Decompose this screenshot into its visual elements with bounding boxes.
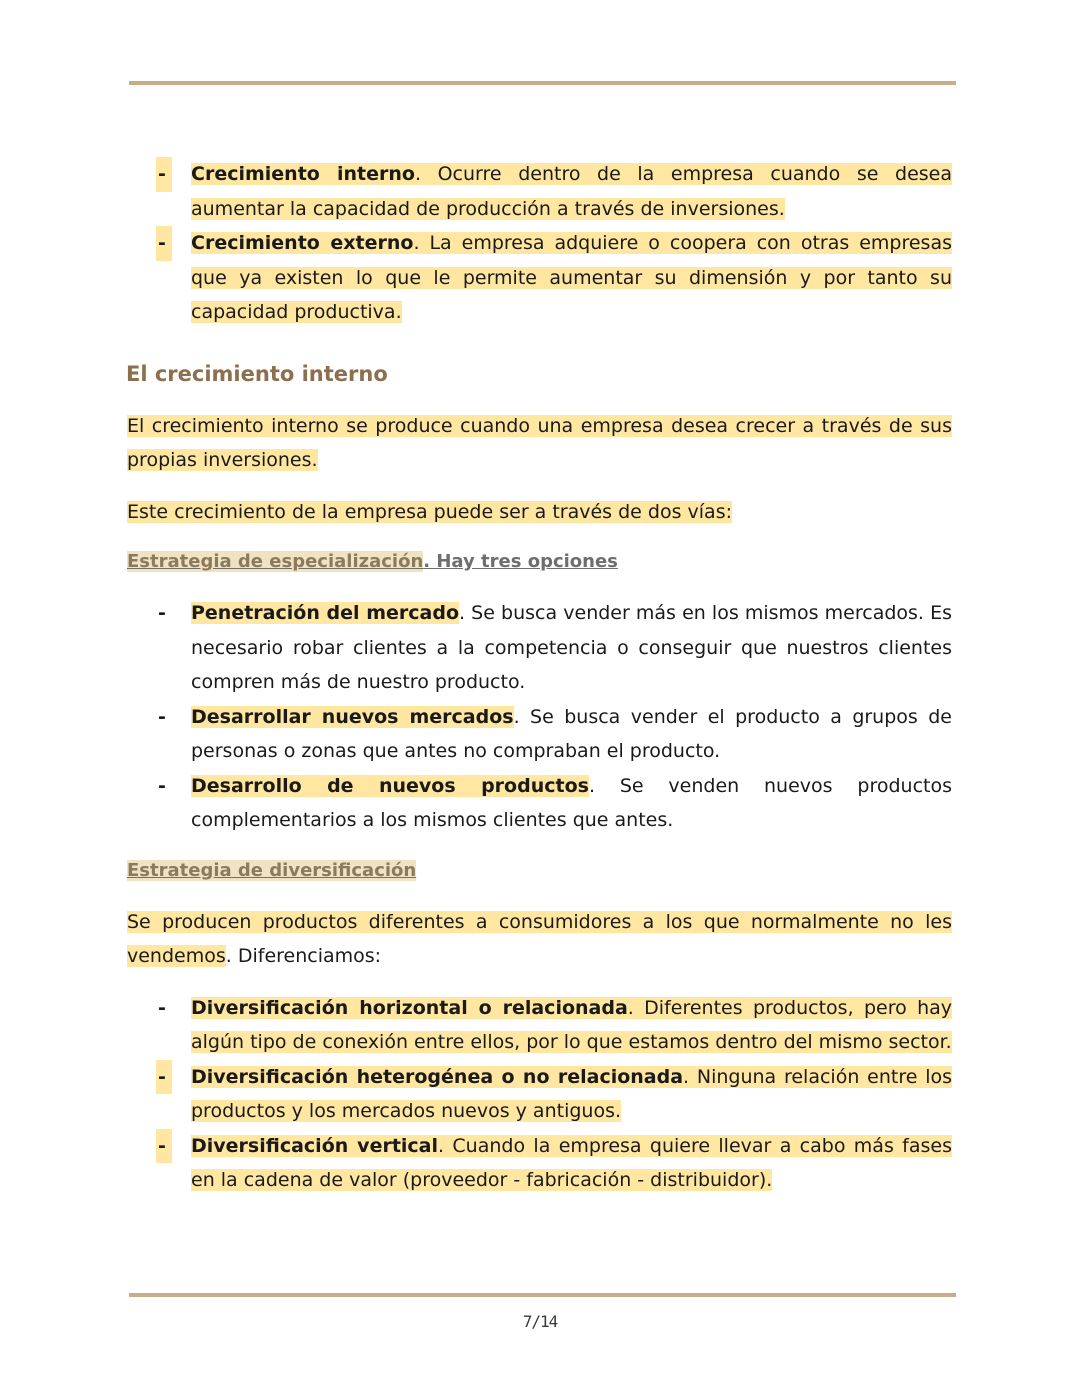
paragraph: El crecimiento interno se produce cuando una empresa desea crecer a través de sus propias inversiones.	[127, 414, 952, 471]
subheading-diversification: Estrategia de diversificación	[127, 859, 417, 881]
bullet-dash: -	[156, 157, 172, 192]
list-item	[127, 700, 952, 769]
list-item	[127, 157, 952, 226]
list-item	[127, 226, 952, 330]
page-number: 7/14	[522, 1312, 558, 1331]
list-item-term: Desarrollo de nuevos productos	[191, 774, 589, 797]
diversification-list	[127, 991, 952, 1198]
list-item-term: Diversificación horizontal o relacionada	[191, 996, 628, 1019]
specialization-list	[127, 596, 952, 838]
list-item	[127, 1129, 952, 1198]
list-item-term: Penetración del mercado	[191, 602, 460, 624]
list-item-term: Desarrollar nuevos mercados	[191, 705, 514, 728]
bullet-dash: -	[158, 774, 166, 797]
list-item-text: . Ninguna relación entre los productos y los mercados nuevos y antiguos.	[191, 1065, 952, 1122]
bullet-dash: -	[156, 1129, 172, 1164]
footer-rule	[129, 1293, 956, 1297]
paragraph: Este crecimiento de la empresa puede ser a través de dos vías:	[127, 500, 733, 523]
list-item-term: Crecimiento interno	[191, 163, 415, 185]
list-item-text: . Se busca vender más en los mismos mercados. Es necesario robar clientes a la competencia o conseguir que nuestros clientes compren más de nuestro producto.	[191, 602, 952, 693]
list-item	[127, 1060, 952, 1129]
section-title: El crecimiento interno	[126, 361, 388, 386]
list-item-text: . La empresa adquiere o coopera con otras empresas que ya existen lo que le permite aumentar su dimensión y por tanto su capacidad productiva.	[191, 232, 952, 323]
list-item-term: Diversificación vertical	[191, 1134, 439, 1157]
bullet-dash: -	[156, 1060, 172, 1095]
list-item-text: . Diferentes productos, pero hay algún tipo de conexión entre ellos, por lo que estamos dentro del mismo sector.	[191, 996, 952, 1053]
list-item	[127, 596, 952, 700]
list-item	[127, 769, 952, 838]
header-rule	[129, 81, 956, 85]
list-item-term: Diversificación heterogénea o no relacionada	[191, 1065, 684, 1088]
page-content	[127, 157, 952, 1198]
list-item	[127, 991, 952, 1060]
list-item-text: . Cuando la empresa quiere llevar a cabo más fases en la cadena de valor (proveedor - fabricación - distribuidor).	[191, 1134, 952, 1191]
paragraph: Se producen productos diferentes a consumidores a los que normalmente no les vendemos. Diferenciamos:	[127, 910, 952, 967]
bullet-dash: -	[158, 705, 166, 728]
list-item-term: Crecimiento externo	[191, 232, 414, 254]
growth-types-list	[127, 157, 952, 330]
subheading-specialization: Estrategia de especialización. Hay tres opciones	[127, 551, 618, 572]
bullet-dash: -	[158, 602, 166, 624]
list-item-text: . Ocurre dentro de la empresa cuando se desea aumentar la capacidad de producción a través de inversiones.	[191, 163, 952, 220]
list-item-text: . Se venden nuevos productos complementarios a los mismos clientes que antes.	[191, 774, 952, 831]
bullet-dash: -	[158, 996, 166, 1019]
bullet-dash: -	[156, 226, 172, 261]
list-item-text: . Se busca vender el producto a grupos de personas o zonas que antes no compraban el producto.	[191, 705, 952, 762]
